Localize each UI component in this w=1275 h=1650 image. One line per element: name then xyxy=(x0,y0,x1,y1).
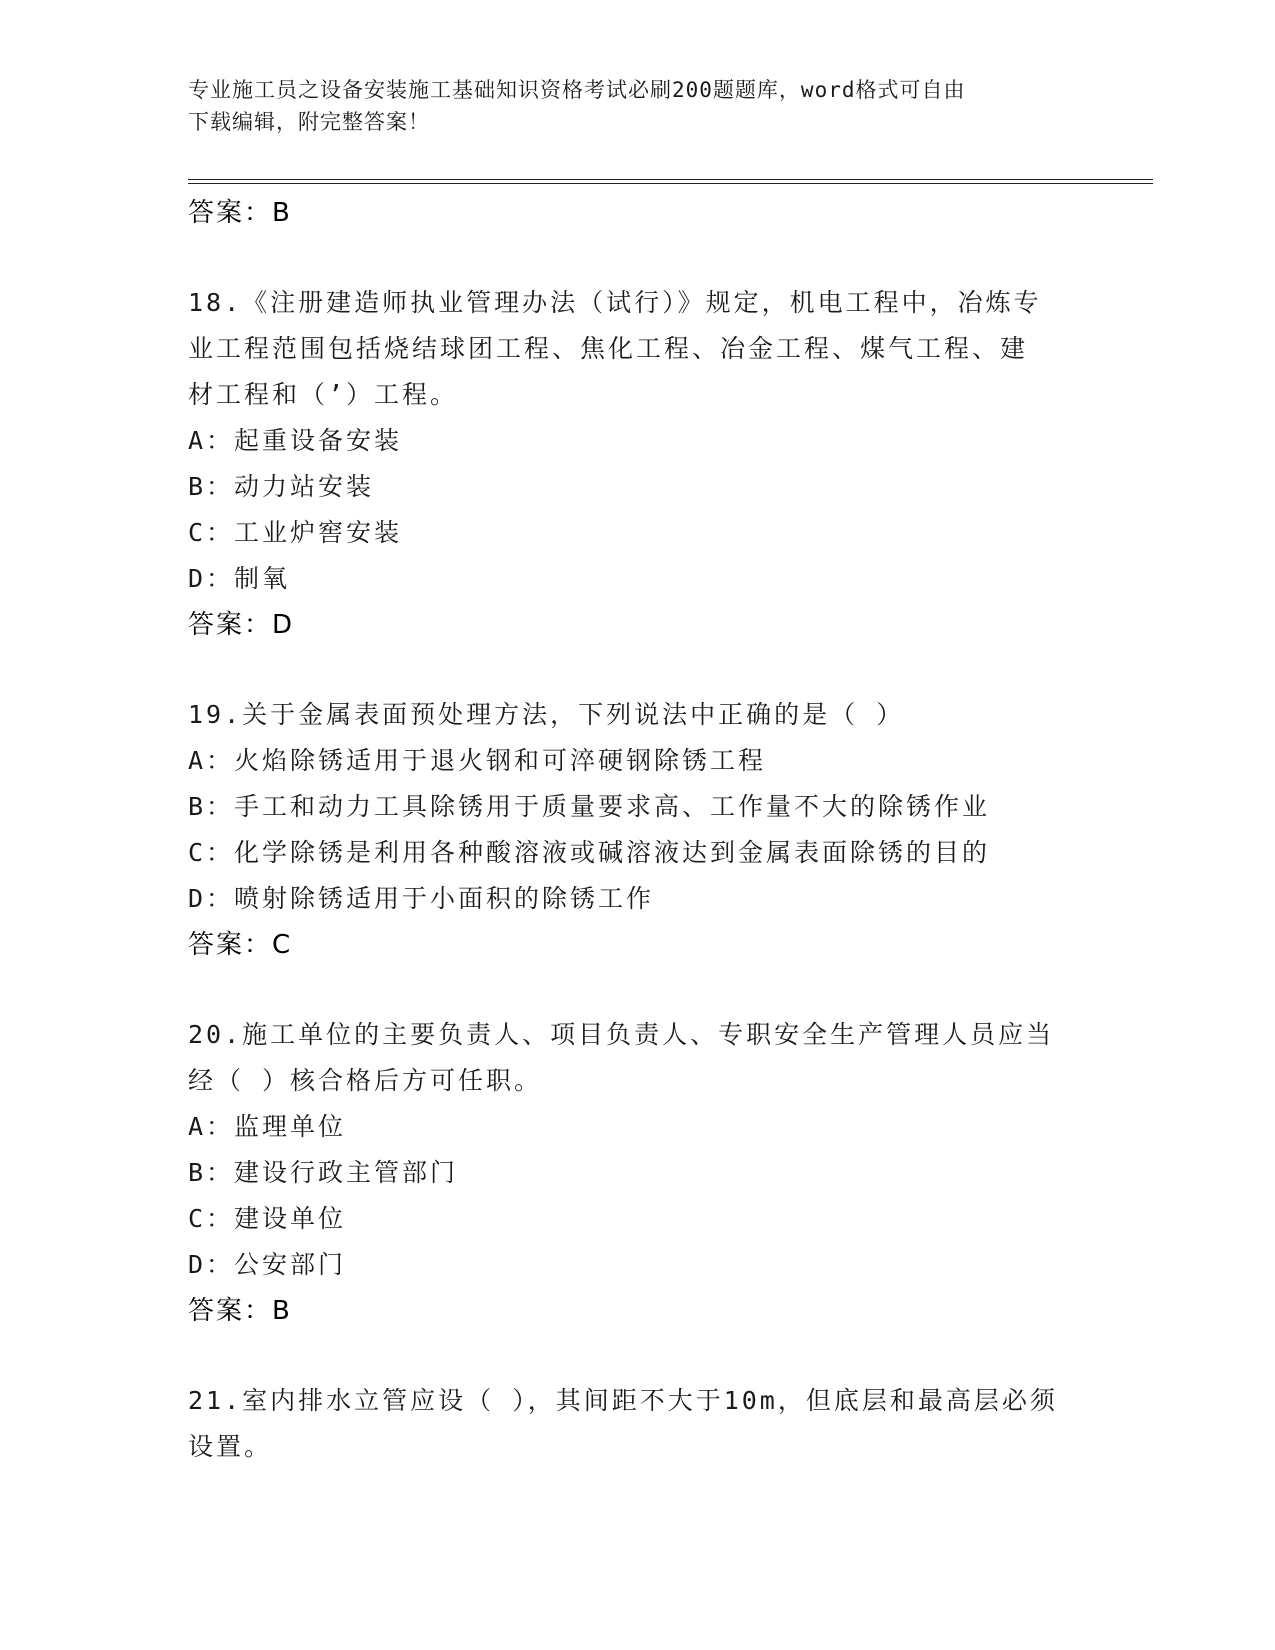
option-d: D：公安部门 xyxy=(188,1250,347,1279)
header-divider-bottom xyxy=(188,183,1153,184)
option-b: B：建设行政主管部门 xyxy=(188,1158,459,1187)
question-stem-line: 材工程和（’）工程。 xyxy=(188,380,459,409)
option-c: C：化学除锈是利用各种酸溶液或碱溶液达到金属表面除锈的目的 xyxy=(188,838,991,867)
question-block xyxy=(188,692,1153,968)
option-a: A：火焰除锈适用于退火钢和可淬硬钢除锈工程 xyxy=(188,746,767,775)
option-d: D：喷射除锈适用于小面积的除锈工作 xyxy=(188,884,655,913)
option-c: C：建设单位 xyxy=(188,1204,347,1233)
question-stem-line: 经（ ）核合格后方可任职。 xyxy=(188,1066,543,1095)
question-list xyxy=(188,190,1153,1470)
header-title-line-2: 下载编辑，附完整答案！ xyxy=(188,110,430,134)
option-b: B：动力站安装 xyxy=(188,472,375,501)
option-c: C：工业炉窖安装 xyxy=(188,518,403,547)
question-block xyxy=(188,280,1153,648)
answer-label: 答案：D xyxy=(188,610,295,640)
question-stem-line: 18.《注册建造师执业管理办法（试行）》规定，机电工程中，冶炼专 xyxy=(188,288,1042,317)
option-a: A：监理单位 xyxy=(188,1112,347,1141)
question-block xyxy=(188,1378,1153,1470)
question-stem-line: 设置。 xyxy=(188,1432,273,1461)
header-title-line-1: 专业施工员之设备安装施工基础知识资格考试必刷200题题库，word格式可自由 xyxy=(188,78,966,102)
option-b: B：手工和动力工具除锈用于质量要求高、工作量不大的除锈作业 xyxy=(188,792,991,821)
question-stem-line: 20.施工单位的主要负责人、项目负责人、专职安全生产管理人员应当 xyxy=(188,1020,1055,1049)
option-a: A：起重设备安装 xyxy=(188,426,403,455)
question-stem-line: 19.关于金属表面预处理方法，下列说法中正确的是（ ） xyxy=(188,700,905,729)
previous-question-answer: 答案：B xyxy=(188,198,292,228)
answer-label: 答案：C xyxy=(188,930,293,960)
answer-label: 答案：B xyxy=(188,1296,292,1326)
document-header xyxy=(188,74,1068,138)
header-divider-top xyxy=(188,179,1153,180)
question-block xyxy=(188,1012,1153,1334)
question-stem-line: 业工程范围包括烧结球团工程、焦化工程、冶金工程、煤气工程、建 xyxy=(188,334,1029,363)
option-d: D：制氧 xyxy=(188,564,291,593)
question-stem-line: 21.室内排水立管应设（ ），其间距不大于10m，但底层和最高层必须 xyxy=(188,1386,1058,1415)
